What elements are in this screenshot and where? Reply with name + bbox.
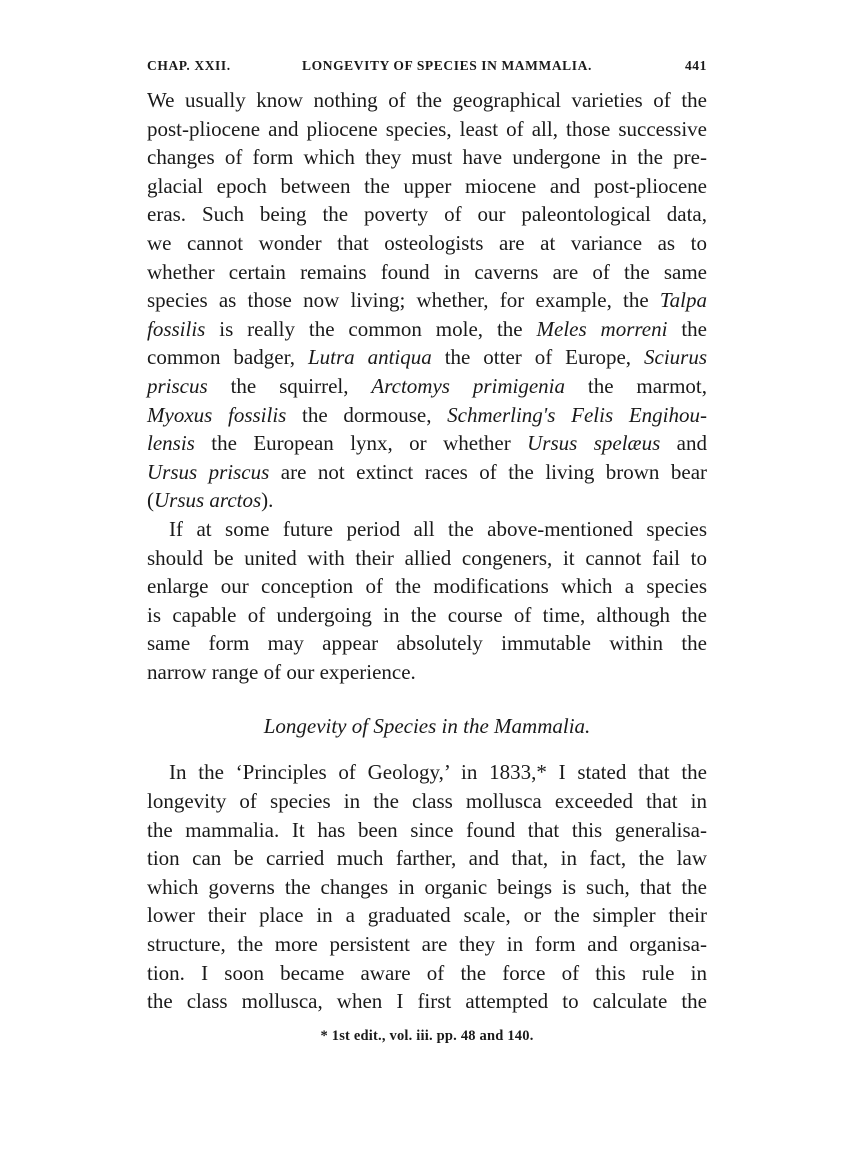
body-text (147, 86, 707, 1016)
text-line: lower their place in a graduated scale, or the simpler their (147, 903, 707, 928)
text-line: glacial epoch between the upper miocene and post-pliocene (147, 173, 707, 198)
text-line: is capable of undergoing in the course of time, although the (147, 602, 707, 627)
text-run: the squirrel, (207, 373, 372, 398)
text-line: structure, the more persistent are they in form and organisa- (147, 932, 707, 957)
species-name: Ursus spelæus (527, 431, 661, 456)
text-line: eras. Such being the poverty of our paleontological data, (147, 202, 707, 227)
text-line (147, 315, 707, 344)
text-line: In the ‘Principles of Geology,’ in 1833,* I stated that the (169, 760, 707, 785)
text-line (147, 458, 707, 487)
text-run: the European lynx, or whether (194, 431, 528, 456)
text-line (147, 401, 707, 430)
species-name: Myoxus fossilis (147, 402, 287, 427)
text-line: should be united with their allied congeners, it cannot fail to (147, 545, 707, 570)
species-name: fossilis (147, 316, 206, 341)
text-line: tion. I soon became aware of the force of this rule in (147, 960, 707, 985)
text-line (147, 429, 707, 458)
text-run: the (667, 316, 708, 341)
species-name: Ursus priscus (147, 459, 270, 484)
text-line: If at some future period all the above-mentioned species (169, 516, 707, 541)
text-line: narrow range of our experience. (147, 659, 416, 684)
species-name: priscus (147, 373, 208, 398)
text-line (147, 343, 707, 372)
text-line: enlarge our conception of the modifications which a species (147, 574, 707, 599)
text-line: whether certain remains found in caverns are of the same (147, 259, 707, 284)
text-line (147, 486, 707, 515)
text-run: ( (147, 488, 154, 513)
running-title: LONGEVITY OF SPECIES IN MAMMALIA. (302, 58, 592, 73)
text-line: tion can be carried much farther, and that, in fact, the law (147, 846, 707, 871)
species-name: Arctomys primigenia (371, 373, 565, 398)
text-line: same form may appear absolutely immutable within the (147, 631, 707, 656)
text-line: longevity of species in the class mollusca exceeded that in (147, 789, 707, 814)
paragraph-principles-of-geology (147, 758, 707, 1015)
page-number: 441 (684, 58, 707, 73)
paragraph-geographical-varieties (147, 86, 707, 515)
paragraph-future-period (147, 515, 707, 687)
running-header (147, 58, 707, 86)
species-name: Ursus arctos (154, 488, 262, 513)
text-line: We usually know nothing of the geographical varieties of the (147, 88, 707, 112)
text-line (147, 372, 707, 401)
text-run: species as those now living; whether, for example, the (147, 288, 660, 313)
text-run: the otter of Europe, (431, 345, 644, 370)
text-line: post-pliocene and pliocene species, least of all, those successive (147, 116, 707, 141)
species-name: Talpa (659, 288, 707, 313)
text-run: the dormouse, (286, 402, 448, 427)
book-page (147, 58, 707, 1045)
chapter-label: CHAP. XXII. (147, 58, 231, 73)
species-name: Sciurus (644, 345, 707, 370)
text-line: which governs the changes in organic beings is such, that the (147, 874, 707, 899)
species-name: Lutra antiqua (307, 345, 432, 370)
footnote: * 1st edit., vol. iii. pp. 48 and 140. (320, 1027, 534, 1044)
text-run: the marmot, (565, 373, 707, 398)
text-line: the class mollusca, when I first attempted to calculate the (147, 989, 707, 1014)
text-run: is really the common mole, the (205, 316, 537, 341)
text-line: changes of form which they must have undergone in the pre- (147, 145, 707, 170)
species-name: Meles morreni (536, 316, 668, 341)
text-line (147, 286, 707, 315)
text-run: ). (261, 488, 274, 513)
text-run: common badger, (147, 345, 308, 370)
text-run: and (660, 431, 707, 456)
species-name: lensis (147, 431, 195, 456)
text-line: we cannot wonder that osteologists are at variance as to (147, 230, 707, 255)
text-line: the mammalia. It has been since found that this generalisa- (147, 817, 707, 842)
section-heading: Longevity of Species in the Mammalia. (263, 714, 591, 739)
species-name: Schmerling's Felis Engihou- (447, 402, 707, 427)
text-run: are not extinct races of the living brown bear (269, 459, 708, 484)
